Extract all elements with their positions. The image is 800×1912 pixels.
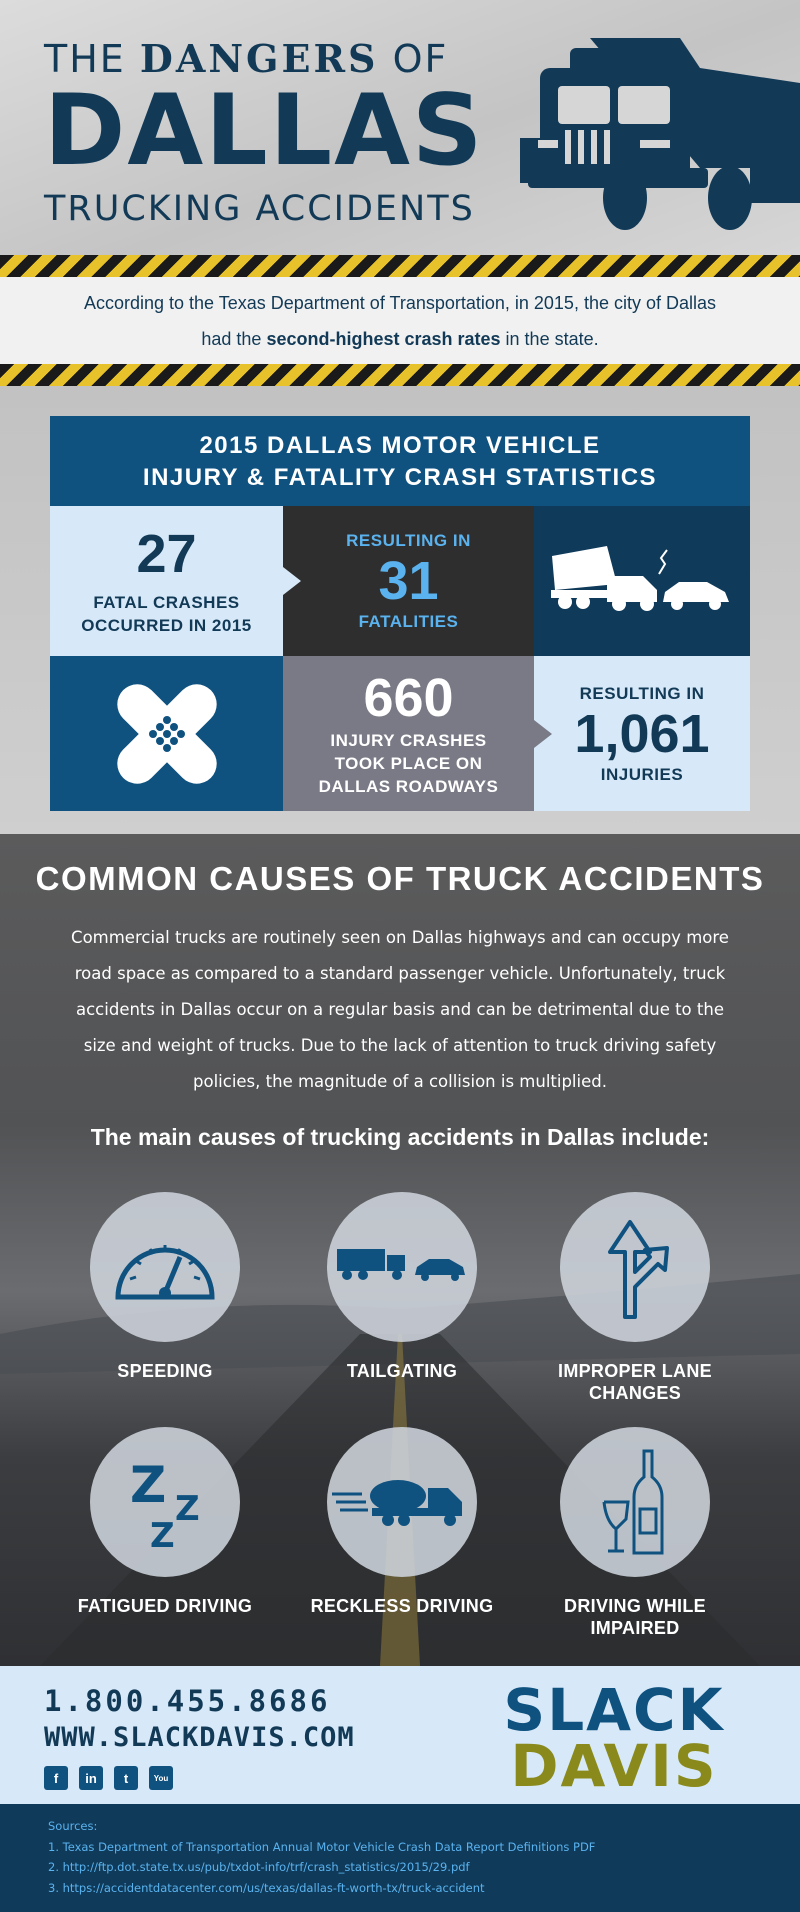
causes-paragraph: Commercial trucks are routinely seen on Dallas highways and can occupy more road space as compared to a standard passenger vehicle. Unfortunately, truck accidents in Dallas occur on a regular basis and can be detrimental due to the size and weight of trucks. Due to the lack of attention to truck driving safety policies, the magnitude of a collision is multiplied. xyxy=(71,928,729,1091)
sources-footer xyxy=(0,1804,800,1912)
stats-grid xyxy=(50,506,750,811)
speeding-mixer-truck-icon xyxy=(327,1427,477,1577)
contact-bar xyxy=(0,1666,800,1804)
slack-davis-logo xyxy=(464,1680,764,1790)
hero-title-city: DALLAS xyxy=(44,74,485,188)
website-link[interactable]: WWW.SLACKDAVIS.COM xyxy=(44,1722,355,1753)
cause-speeding: SPEEDING xyxy=(65,1192,265,1382)
hazard-stripe xyxy=(0,364,800,386)
source-item[interactable]: 2. http://ftp.dot.state.tx.us/pub/txdot-info/trf/crash_statistics/2015/29.pdf xyxy=(48,1860,470,1874)
source-item[interactable]: 1. Texas Department of Transportation Annual Motor Vehicle Crash Data Report Definitions PDF xyxy=(48,1839,596,1854)
cause-tailgating: TAILGATING xyxy=(302,1192,502,1382)
causes-title: COMMON CAUSES OF TRUCK ACCIDENTS xyxy=(35,860,765,897)
twitter-icon[interactable]: t xyxy=(114,1766,138,1790)
speedometer-icon xyxy=(90,1192,240,1342)
sleep-zzz-icon xyxy=(90,1427,240,1577)
cause-fatigued-driving: Z Z Z FATIGUED DRIVING xyxy=(65,1427,265,1617)
intro-highlight: second-highest crash rates xyxy=(266,329,501,349)
arrow-right-icon xyxy=(283,567,301,595)
stats-title: 2015 DALLAS MOTOR VEHICLE INJURY & FATALITY CRASH STATISTICS xyxy=(50,416,750,506)
arrow-right-icon xyxy=(534,720,552,748)
linkedin-icon[interactable]: in xyxy=(79,1766,103,1790)
hero-title xyxy=(44,36,485,229)
semi-truck-icon xyxy=(500,28,800,238)
svg-text:DAVIS: DAVIS xyxy=(510,1732,718,1790)
cause-driving-while-impaired: DRIVING WHILE IMPAIRED xyxy=(535,1427,735,1639)
svg-text:Z: Z xyxy=(150,1516,175,1552)
stat-fatal-crashes: 27 FATAL CRASHES OCCURRED IN 2015 xyxy=(50,506,283,656)
social-links xyxy=(44,1766,173,1790)
cause-reckless-driving: RECKLESS DRIVING xyxy=(302,1427,502,1617)
stat-injury-crashes: 660 INJURY CRASHES TOOK PLACE ON DALLAS ROADWAYS xyxy=(283,656,534,811)
crash-statistics xyxy=(0,386,800,834)
svg-text:SLACK: SLACK xyxy=(503,1680,725,1744)
phone-number[interactable]: 1.800.455.8686 xyxy=(44,1684,331,1718)
hero-header xyxy=(0,0,800,255)
facebook-icon[interactable]: f xyxy=(44,1766,68,1790)
svg-text:Z: Z xyxy=(175,1489,200,1529)
source-item[interactable]: 3. https://accidentdatacenter.com/us/texas/dallas-ft-worth-tx/truck-accident xyxy=(48,1880,485,1895)
svg-text:Z: Z xyxy=(130,1456,167,1514)
hazard-stripe xyxy=(0,255,800,277)
common-causes xyxy=(0,834,800,1666)
bandage-icon xyxy=(50,656,283,811)
stat-fatalities: RESULTING IN 31 FATALITIES xyxy=(283,506,534,656)
youtube-icon[interactable]: You xyxy=(149,1766,173,1790)
causes-subtitle: The main causes of trucking accidents in Dallas include: xyxy=(90,1124,710,1150)
wine-bottle-glass-icon xyxy=(560,1427,710,1577)
hero-title-line1: THE DANGERS OF xyxy=(44,36,449,81)
sources-title: Sources: xyxy=(48,1819,98,1833)
stat-injuries: RESULTING IN 1,061 INJURIES xyxy=(534,656,750,811)
hero-title-subtitle: TRUCKING ACCIDENTS xyxy=(44,189,475,229)
lane-change-arrows-icon xyxy=(560,1192,710,1342)
truck-tailgating-car-icon xyxy=(327,1192,477,1342)
cause-improper-lane-changes: IMPROPER LANE CHANGES xyxy=(535,1192,735,1404)
intro-statement: According to the Texas Department of Transportation, in 2015, the city of Dallas had the second-highest crash rates in the state. xyxy=(0,277,800,364)
truck-car-collision-icon xyxy=(534,506,750,656)
